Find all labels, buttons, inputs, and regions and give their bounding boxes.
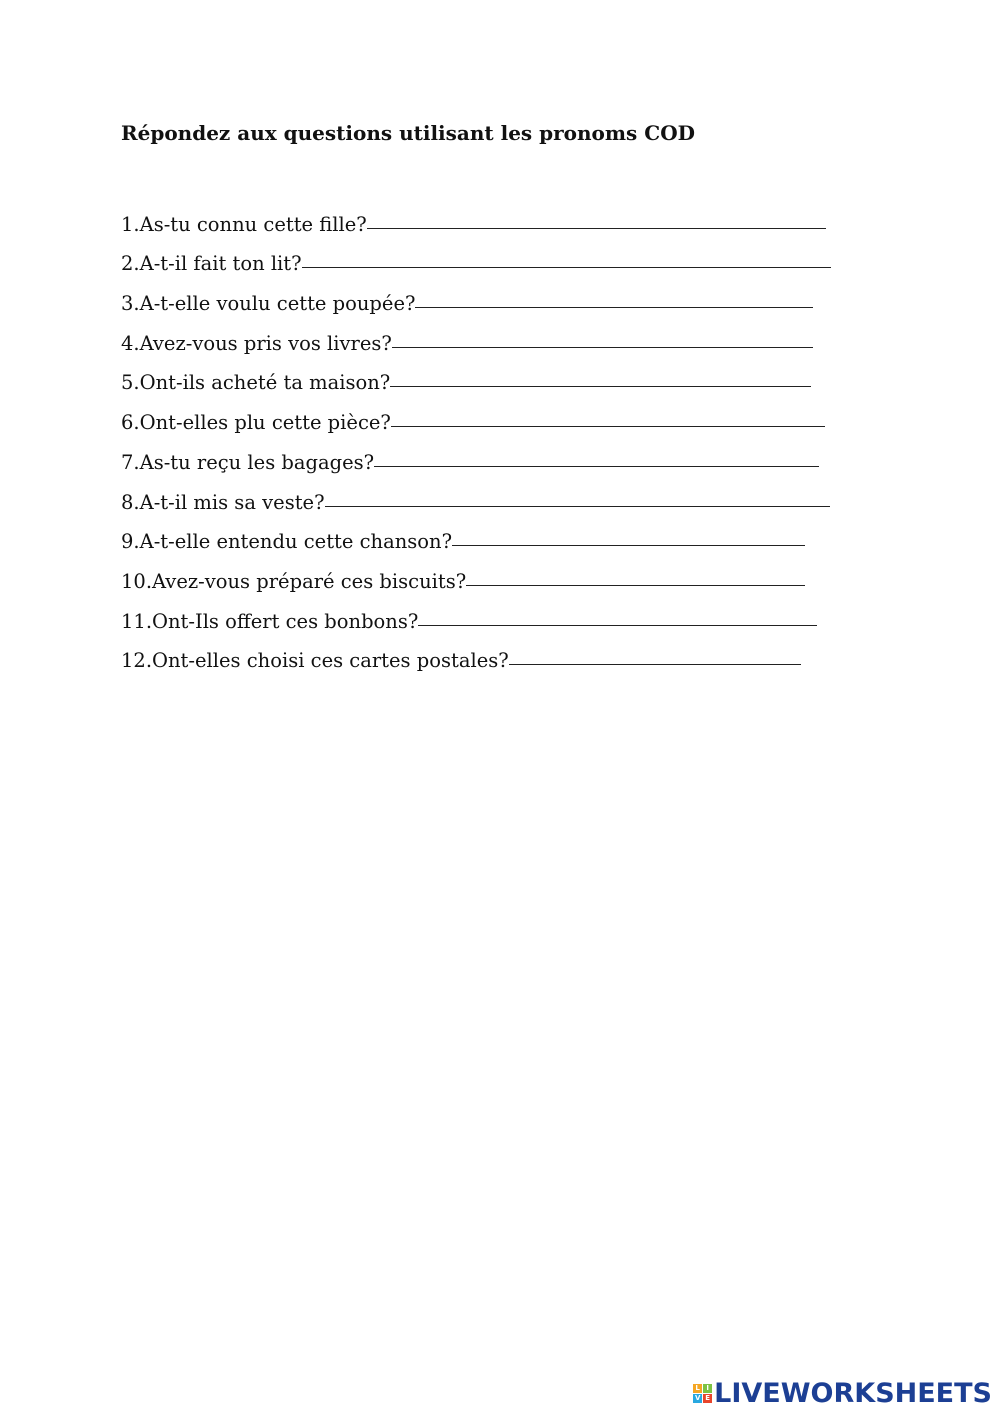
question-text: 9.A-t-elle entendu cette chanson? — [121, 530, 453, 554]
logo-mark-letter: E — [703, 1394, 712, 1403]
question-text: 8.A-t-il mis sa veste? — [121, 490, 325, 514]
question-item — [121, 359, 831, 399]
answer-line[interactable] — [392, 347, 813, 348]
question-item — [121, 319, 831, 359]
logo-text: LIVEWORKSHEETS — [714, 1377, 992, 1409]
question-text: 6.Ont-elles plu cette pièce? — [121, 411, 391, 435]
worksheet-title: Répondez aux questions utilisant les pronoms COD — [121, 121, 695, 145]
question-text: 12.Ont-elles choisi ces cartes postales? — [121, 649, 509, 673]
liveworksheets-logo — [693, 1379, 992, 1407]
answer-line[interactable] — [452, 545, 805, 546]
answer-line[interactable] — [390, 386, 811, 387]
question-text: 5.Ont-ils acheté ta maison? — [121, 371, 391, 395]
answer-line[interactable] — [415, 307, 813, 308]
question-text: 2.A-t-il fait ton lit? — [121, 252, 302, 276]
question-text: 3.A-t-elle voulu cette poupée? — [121, 292, 416, 316]
question-item — [121, 518, 831, 558]
answer-line[interactable] — [418, 625, 817, 626]
question-item — [121, 438, 831, 478]
question-item — [121, 597, 831, 637]
logo-mark-letter: L — [693, 1384, 702, 1393]
question-item — [121, 557, 831, 597]
question-text: 4.Avez-vous pris vos livres? — [121, 331, 392, 355]
answer-line[interactable] — [391, 426, 825, 427]
logo-mark-letter: V — [694, 1393, 701, 1402]
answer-line[interactable] — [509, 664, 801, 665]
question-text: 11.Ont-Ils offert ces bonbons? — [121, 609, 419, 633]
question-item — [121, 478, 831, 518]
question-text: 7.As-tu reçu les bagages? — [121, 450, 375, 474]
answer-line[interactable] — [302, 267, 831, 268]
question-text: 10.Avez-vous préparé ces biscuits? — [121, 569, 467, 593]
logo-mark-letter: I — [703, 1384, 712, 1393]
question-item — [121, 200, 831, 240]
question-text: 1.As-tu connu cette fille? — [121, 212, 367, 236]
answer-line[interactable] — [374, 466, 819, 467]
question-item — [121, 279, 831, 319]
question-item — [121, 240, 831, 280]
answer-line[interactable] — [367, 228, 826, 229]
question-item — [121, 637, 831, 677]
question-list — [121, 200, 831, 676]
question-item — [121, 398, 831, 438]
answer-line[interactable] — [466, 585, 805, 586]
logo-mark-icon — [693, 1384, 712, 1403]
answer-line[interactable] — [325, 506, 830, 507]
